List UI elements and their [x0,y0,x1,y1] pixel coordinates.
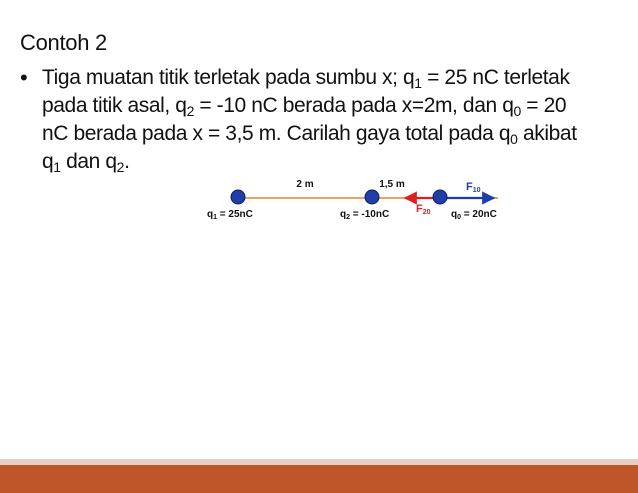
charge-q0 [433,190,447,204]
bullet-line-3: nC berada pada x = 3,5 m. Carilah gaya total pada $q_0$ akibat [42,122,577,147]
slide-title: Contoh 2 [20,30,107,55]
force-label-f10: F10 [466,181,481,194]
bullet-line-1: Tiga muatan titik terletak pada sumbu x; $q_1 = 25$ nC terletak [42,66,570,91]
bullet-line-4: $q_1$ dan $q_2$. [42,150,130,175]
charge-q2 [365,190,379,204]
distance-label-1-5m: 1,5 m [379,179,405,190]
bullet-line-2: pada titik asal, $q_2 = -10$ nC berada pada x=2m, dan $q_0 = 20$ [42,94,567,119]
charge-q1 [231,190,245,204]
charge-label-q0: $q_0 = 20nC$ [451,209,497,221]
bullet-marker: • [20,65,28,90]
footer-band [0,465,638,493]
distance-label-2m: 2 m [296,179,314,190]
charge-label-q2: $q_2 = -10nC$ [340,209,390,221]
charge-label-q1: $q_1 = 25nC$ [207,209,253,221]
force-label-f20: F20 [416,203,431,216]
